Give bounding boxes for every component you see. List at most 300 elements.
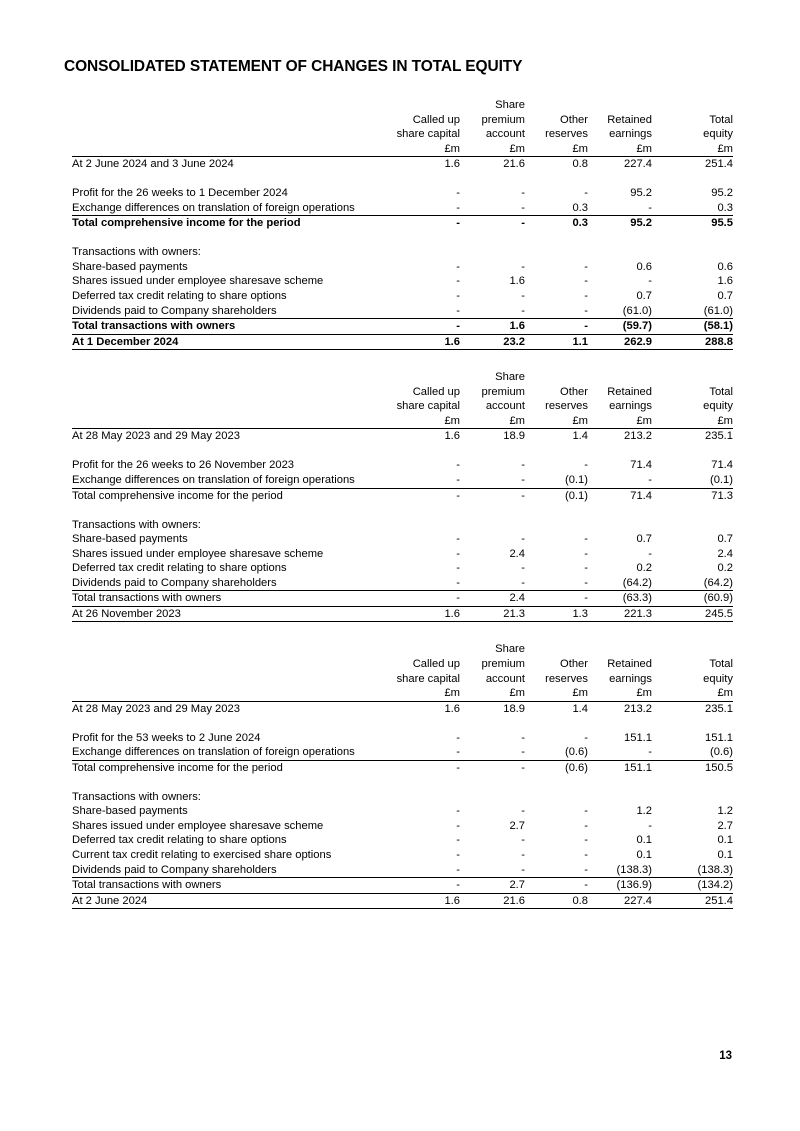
- column-header-retained-earnings: earnings: [609, 672, 652, 685]
- cell-other-reserves: -: [584, 576, 588, 589]
- table-row: [72, 429, 733, 444]
- cell-called-up-share-capital: -: [456, 731, 460, 744]
- column-header-share-premium-account: premium: [481, 113, 525, 126]
- cell-called-up-share-capital: -: [456, 746, 460, 759]
- cell-share-premium-account: -: [521, 848, 525, 861]
- header-label-cell: [72, 113, 373, 128]
- table-row: [72, 260, 733, 275]
- row-label: At 28 May 2023 and 29 May 2023: [72, 701, 373, 716]
- row-label: At 2 June 2024: [72, 893, 373, 909]
- row-label: At 28 May 2023 and 29 May 2023: [72, 429, 373, 444]
- cell-called-up-share-capital: -: [456, 819, 460, 832]
- table-row: [72, 488, 733, 503]
- cell-total-equity: 95.5: [652, 216, 733, 231]
- row-label: Total transactions with owners: [72, 878, 373, 894]
- row-label: Total transactions with owners: [72, 591, 373, 607]
- cell-retained-earnings: 0.1: [636, 834, 652, 847]
- cell-called-up-share-capital: 1.6: [373, 334, 460, 350]
- header-label-cell: [72, 127, 373, 142]
- row-label: Deferred tax credit relating to share options: [72, 290, 287, 303]
- cell-share-premium-account: -: [521, 473, 525, 486]
- cell-other-reserves: -: [584, 304, 588, 317]
- column-header-total-equity: [652, 642, 733, 657]
- cell-total-equity: 0.6: [717, 260, 733, 273]
- cell-other-reserves: 1.4: [525, 429, 588, 444]
- cell-share-premium-account: 1.6: [509, 275, 525, 288]
- table-header: [72, 98, 733, 157]
- table-row: [72, 731, 733, 746]
- cell-other-reserves: 0.3: [525, 216, 588, 231]
- cell-other-reserves: -: [584, 848, 588, 861]
- cell-total-equity: 0.7: [717, 290, 733, 303]
- column-header-total-equity: [652, 98, 733, 113]
- column-header-retained-earnings: earnings: [609, 400, 652, 413]
- cell-total-equity: (58.1): [652, 319, 733, 335]
- row-label: Transactions with owners:: [72, 518, 201, 531]
- spacer-row: [72, 503, 733, 518]
- header-row: [72, 399, 733, 414]
- row-label: Total comprehensive income for the period: [72, 488, 373, 503]
- spacer-row: [72, 716, 733, 731]
- cell-called-up-share-capital: -: [373, 760, 460, 775]
- cell-called-up-share-capital: -: [456, 304, 460, 317]
- cell-retained-earnings: -: [648, 473, 652, 486]
- header-label-cell: [72, 657, 373, 672]
- cell-total-equity: 235.1: [652, 701, 733, 716]
- cell-total-equity: 251.4: [652, 157, 733, 172]
- cell-share-premium-account: 2.7: [460, 878, 525, 894]
- row-label: Share-based payments: [72, 805, 188, 818]
- column-header-retained-earnings: [588, 98, 652, 113]
- column-header-share-premium-account: account: [485, 400, 525, 413]
- table-body: [72, 429, 733, 622]
- cell-total-equity: 0.3: [717, 201, 733, 214]
- column-header-other-reserves: £m: [572, 142, 588, 155]
- header-row: [72, 98, 733, 113]
- cell-share-premium-account: -: [521, 834, 525, 847]
- cell-other-reserves: -: [584, 819, 588, 832]
- cell-total-equity: 235.1: [652, 429, 733, 444]
- table-row: [72, 819, 733, 834]
- column-header-other-reserves: [525, 642, 588, 657]
- equity-table: [72, 98, 733, 350]
- cell-retained-earnings: [588, 518, 652, 533]
- spacer-row: [72, 775, 733, 790]
- cell-retained-earnings: 227.4: [588, 893, 652, 909]
- cell-total-equity: 0.2: [717, 562, 733, 575]
- column-header-share-premium-account: account: [485, 672, 525, 685]
- page-title: CONSOLIDATED STATEMENT OF CHANGES IN TOTAL EQUITY: [64, 58, 523, 75]
- spacer-row: [72, 231, 733, 246]
- cell-retained-earnings: 0.1: [636, 848, 652, 861]
- cell-total-equity: 1.2: [717, 805, 733, 818]
- table-row: [72, 289, 733, 304]
- column-header-other-reserves: Other: [560, 113, 588, 126]
- cell-called-up-share-capital: -: [456, 201, 460, 214]
- cell-total-equity: 151.1: [705, 731, 733, 744]
- spacer-row: [72, 172, 733, 187]
- spacer-row: [72, 444, 733, 459]
- table-header: [72, 370, 733, 429]
- cell-other-reserves: (0.6): [564, 746, 588, 759]
- header-row: [72, 370, 733, 385]
- cell-other-reserves: [525, 790, 588, 805]
- cell-total-equity: (134.2): [652, 878, 733, 894]
- cell-called-up-share-capital: 1.6: [373, 157, 460, 172]
- cell-retained-earnings: 213.2: [588, 429, 652, 444]
- table-row: [72, 561, 733, 576]
- cell-called-up-share-capital: -: [373, 591, 460, 607]
- cell-called-up-share-capital: -: [373, 878, 460, 894]
- cell-retained-earnings: [588, 245, 652, 260]
- cell-share-premium-account: -: [521, 805, 525, 818]
- cell-other-reserves: -: [584, 547, 588, 560]
- cell-share-premium-account: -: [460, 216, 525, 231]
- column-header-retained-earnings: £m: [636, 687, 652, 700]
- cell-share-premium-account: [460, 245, 525, 260]
- cell-called-up-share-capital: -: [456, 547, 460, 560]
- cell-other-reserves: 1.1: [525, 334, 588, 350]
- header-row: [72, 142, 733, 157]
- table-row: [72, 790, 733, 805]
- cell-retained-earnings: 71.4: [588, 488, 652, 503]
- cell-other-reserves: 1.4: [525, 701, 588, 716]
- header-label-cell: [72, 98, 373, 113]
- row-label: Shares issued under employee sharesave scheme: [72, 547, 324, 560]
- cell-other-reserves: -: [584, 562, 588, 575]
- cell-called-up-share-capital: -: [456, 576, 460, 589]
- cell-retained-earnings: 0.7: [636, 533, 652, 546]
- cell-total-equity: 0.7: [717, 533, 733, 546]
- cell-total-equity: [652, 790, 733, 805]
- cell-share-premium-account: -: [521, 187, 525, 200]
- cell-other-reserves: -: [584, 459, 588, 472]
- cell-called-up-share-capital: 1.6: [373, 701, 460, 716]
- cell-called-up-share-capital: -: [456, 533, 460, 546]
- cell-retained-earnings: 213.2: [588, 701, 652, 716]
- table-row: [72, 576, 733, 591]
- cell-other-reserves: 1.3: [525, 606, 588, 622]
- cell-retained-earnings: (61.0): [622, 304, 652, 317]
- cell-retained-earnings: -: [648, 201, 652, 214]
- column-header-retained-earnings: £m: [636, 414, 652, 427]
- cell-other-reserves: (0.1): [564, 473, 588, 486]
- row-label: Shares issued under employee sharesave scheme: [72, 275, 324, 288]
- cell-other-reserves: -: [584, 290, 588, 303]
- column-header-retained-earnings: earnings: [609, 128, 652, 141]
- table-row: [72, 701, 733, 716]
- column-header-retained-earnings: [588, 642, 652, 657]
- row-label: At 1 December 2024: [72, 334, 373, 350]
- column-header-share-premium-account: £m: [509, 687, 525, 700]
- column-header-called-up-share-capital: [373, 642, 460, 657]
- table-row: [72, 157, 733, 172]
- header-label-cell: [72, 370, 373, 385]
- cell-other-reserves: 0.8: [525, 157, 588, 172]
- cell-other-reserves: [525, 518, 588, 533]
- cell-share-premium-account: -: [521, 746, 525, 759]
- cell-total-equity: (60.9): [652, 591, 733, 607]
- row-label: Dividends paid to Company shareholders: [72, 863, 277, 876]
- cell-share-premium-account: -: [460, 488, 525, 503]
- row-label: Share-based payments: [72, 533, 188, 546]
- equity-table: [72, 642, 733, 909]
- column-header-share-premium-account: premium: [481, 657, 525, 670]
- row-label: Deferred tax credit relating to share options: [72, 834, 287, 847]
- cell-total-equity: 71.4: [711, 459, 733, 472]
- column-header-share-premium-account: account: [485, 128, 525, 141]
- column-header-total-equity: equity: [703, 672, 733, 685]
- cell-called-up-share-capital: -: [456, 459, 460, 472]
- column-header-other-reserves: reserves: [545, 400, 588, 413]
- cell-other-reserves: -: [584, 863, 588, 876]
- table-row: [72, 804, 733, 819]
- cell-retained-earnings: (138.3): [616, 863, 652, 876]
- row-label: Transactions with owners:: [72, 790, 201, 803]
- column-header-share-premium-account: Share: [495, 643, 525, 656]
- cell-other-reserves: -: [525, 591, 588, 607]
- column-header-called-up-share-capital: share capital: [396, 400, 460, 413]
- cell-total-equity: [652, 518, 733, 533]
- cell-total-equity: 2.4: [717, 547, 733, 560]
- column-header-retained-earnings: £m: [636, 142, 652, 155]
- column-header-share-premium-account: Share: [495, 371, 525, 384]
- cell-retained-earnings: 151.1: [624, 731, 652, 744]
- cell-called-up-share-capital: [373, 790, 460, 805]
- header-label-cell: [72, 385, 373, 400]
- column-header-other-reserves: Other: [560, 385, 588, 398]
- column-header-other-reserves: reserves: [545, 672, 588, 685]
- cell-other-reserves: -: [584, 187, 588, 200]
- row-label: Deferred tax credit relating to share options: [72, 562, 287, 575]
- cell-called-up-share-capital: 1.6: [373, 429, 460, 444]
- cell-retained-earnings: 1.2: [636, 805, 652, 818]
- column-header-total-equity: equity: [703, 128, 733, 141]
- row-label: Profit for the 53 weeks to 2 June 2024: [72, 731, 261, 744]
- cell-retained-earnings: (59.7): [588, 319, 652, 335]
- cell-total-equity: 2.7: [717, 819, 733, 832]
- column-header-called-up-share-capital: £m: [444, 414, 460, 427]
- cell-called-up-share-capital: -: [373, 216, 460, 231]
- cell-retained-earnings: 0.6: [636, 260, 652, 273]
- cell-total-equity: 95.2: [711, 187, 733, 200]
- cell-share-premium-account: -: [521, 260, 525, 273]
- column-header-other-reserves: £m: [572, 414, 588, 427]
- header-row: [72, 657, 733, 672]
- cell-called-up-share-capital: -: [456, 187, 460, 200]
- column-header-called-up-share-capital: Called up: [412, 113, 460, 126]
- column-header-called-up-share-capital: Called up: [412, 385, 460, 398]
- cell-retained-earnings: (64.2): [622, 576, 652, 589]
- cell-called-up-share-capital: -: [456, 290, 460, 303]
- cell-other-reserves: -: [584, 805, 588, 818]
- cell-share-premium-account: 2.4: [460, 591, 525, 607]
- cell-share-premium-account: -: [460, 760, 525, 775]
- cell-retained-earnings: -: [648, 275, 652, 288]
- column-header-called-up-share-capital: Called up: [412, 657, 460, 670]
- cell-share-premium-account: [460, 518, 525, 533]
- column-header-other-reserves: [525, 370, 588, 385]
- cell-other-reserves: -: [525, 878, 588, 894]
- column-header-total-equity: £m: [717, 142, 733, 155]
- cell-share-premium-account: 18.9: [460, 429, 525, 444]
- table-row: [72, 216, 733, 231]
- header-label-cell: [72, 414, 373, 429]
- table-row: [72, 547, 733, 562]
- cell-total-equity: 150.5: [652, 760, 733, 775]
- header-label-cell: [72, 672, 373, 687]
- cell-total-equity: (0.6): [709, 746, 733, 759]
- row-label: Exchange differences on translation of foreign operations: [72, 746, 355, 759]
- table-row: [72, 863, 733, 878]
- cell-retained-earnings: 95.2: [588, 216, 652, 231]
- table-row: [72, 848, 733, 863]
- column-header-total-equity: £m: [717, 687, 733, 700]
- column-header-total-equity: £m: [717, 414, 733, 427]
- header-label-cell: [72, 142, 373, 157]
- cell-other-reserves: -: [584, 260, 588, 273]
- column-header-called-up-share-capital: share capital: [396, 128, 460, 141]
- cell-total-equity: 251.4: [652, 893, 733, 909]
- row-label: Current tax credit relating to exercised share options: [72, 848, 332, 861]
- cell-called-up-share-capital: [373, 518, 460, 533]
- header-row: [72, 113, 733, 128]
- cell-retained-earnings: 151.1: [588, 760, 652, 775]
- cell-retained-earnings: -: [648, 547, 652, 560]
- cell-total-equity: 288.8: [652, 334, 733, 350]
- cell-other-reserves: [525, 245, 588, 260]
- column-header-total-equity: [652, 370, 733, 385]
- table-body: [72, 157, 733, 350]
- cell-share-premium-account: -: [521, 731, 525, 744]
- cell-called-up-share-capital: -: [456, 260, 460, 273]
- column-header-retained-earnings: [588, 370, 652, 385]
- cell-total-equity: (0.1): [709, 473, 733, 486]
- cell-total-equity: 0.1: [717, 834, 733, 847]
- cell-retained-earnings: [588, 790, 652, 805]
- header-row: [72, 127, 733, 142]
- cell-called-up-share-capital: -: [456, 848, 460, 861]
- page-number: 13: [719, 1050, 732, 1062]
- equity-table: [72, 370, 733, 622]
- equity-tables-container: [72, 98, 733, 909]
- table-row: [72, 319, 733, 335]
- cell-retained-earnings: 95.2: [630, 187, 652, 200]
- cell-retained-earnings: -: [648, 746, 652, 759]
- row-label: Profit for the 26 weeks to 1 December 2024: [72, 187, 288, 200]
- cell-called-up-share-capital: -: [456, 473, 460, 486]
- cell-total-equity: 0.1: [717, 848, 733, 861]
- row-label: Total comprehensive income for the period: [72, 216, 373, 231]
- cell-share-premium-account: -: [521, 304, 525, 317]
- row-label: Share-based payments: [72, 260, 188, 273]
- cell-share-premium-account: -: [521, 533, 525, 546]
- header-label-cell: [72, 686, 373, 701]
- table-row: [72, 532, 733, 547]
- table-row: [72, 304, 733, 319]
- table-row: [72, 606, 733, 622]
- row-label: Profit for the 26 weeks to 26 November 2023: [72, 459, 295, 472]
- cell-share-premium-account: -: [521, 201, 525, 214]
- cell-share-premium-account: -: [521, 576, 525, 589]
- row-label: At 2 June 2024 and 3 June 2024: [72, 157, 373, 172]
- column-header-total-equity: Total: [709, 113, 733, 126]
- cell-called-up-share-capital: -: [456, 275, 460, 288]
- header-label-cell: [72, 399, 373, 414]
- cell-retained-earnings: -: [648, 819, 652, 832]
- column-header-called-up-share-capital: share capital: [396, 672, 460, 685]
- table-row: [72, 274, 733, 289]
- cell-other-reserves: (0.1): [525, 488, 588, 503]
- column-header-share-premium-account: Share: [495, 99, 525, 111]
- row-label: Dividends paid to Company shareholders: [72, 576, 277, 589]
- cell-called-up-share-capital: -: [456, 562, 460, 575]
- cell-called-up-share-capital: -: [456, 805, 460, 818]
- table-row: [72, 760, 733, 775]
- column-header-share-premium-account: £m: [509, 142, 525, 155]
- column-header-other-reserves: reserves: [545, 128, 588, 141]
- cell-share-premium-account: 21.3: [460, 606, 525, 622]
- header-row: [72, 385, 733, 400]
- row-label: Exchange differences on translation of foreign operations: [72, 473, 355, 486]
- table-row: [72, 245, 733, 260]
- cell-share-premium-account: 21.6: [460, 893, 525, 909]
- cell-share-premium-account: -: [521, 459, 525, 472]
- cell-total-equity: 71.3: [652, 488, 733, 503]
- column-header-share-premium-account: £m: [509, 414, 525, 427]
- header-row: [72, 414, 733, 429]
- cell-other-reserves: -: [525, 319, 588, 335]
- cell-total-equity: (64.2): [703, 576, 733, 589]
- cell-total-equity: (138.3): [697, 863, 733, 876]
- cell-retained-earnings: (63.3): [588, 591, 652, 607]
- column-header-share-premium-account: premium: [481, 385, 525, 398]
- cell-share-premium-account: 18.9: [460, 701, 525, 716]
- cell-share-premium-account: 23.2: [460, 334, 525, 350]
- row-label: Transactions with owners:: [72, 246, 201, 259]
- column-header-retained-earnings: Retained: [607, 385, 652, 398]
- cell-share-premium-account: 2.4: [509, 547, 525, 560]
- cell-called-up-share-capital: -: [373, 488, 460, 503]
- cell-retained-earnings: 221.3: [588, 606, 652, 622]
- row-label: At 26 November 2023: [72, 606, 373, 622]
- cell-called-up-share-capital: 1.6: [373, 606, 460, 622]
- cell-other-reserves: 0.8: [525, 893, 588, 909]
- column-header-total-equity: Total: [709, 385, 733, 398]
- header-row: [72, 642, 733, 657]
- row-label: Exchange differences on translation of foreign operations: [72, 201, 355, 214]
- cell-other-reserves: 0.3: [572, 201, 588, 214]
- cell-total-equity: [652, 245, 733, 260]
- cell-other-reserves: -: [584, 834, 588, 847]
- column-header-called-up-share-capital: £m: [444, 687, 460, 700]
- column-header-other-reserves: Other: [560, 657, 588, 670]
- cell-retained-earnings: 0.7: [636, 290, 652, 303]
- header-row: [72, 686, 733, 701]
- table-row: [72, 893, 733, 909]
- cell-called-up-share-capital: -: [456, 863, 460, 876]
- cell-called-up-share-capital: -: [456, 834, 460, 847]
- column-header-other-reserves: [525, 98, 588, 113]
- cell-retained-earnings: 227.4: [588, 157, 652, 172]
- cell-total-equity: 245.5: [652, 606, 733, 622]
- column-header-total-equity: Total: [709, 657, 733, 670]
- cell-retained-earnings: 0.2: [636, 562, 652, 575]
- cell-retained-earnings: 71.4: [630, 459, 652, 472]
- header-label-cell: [72, 642, 373, 657]
- column-header-called-up-share-capital: £m: [444, 142, 460, 155]
- column-header-other-reserves: £m: [572, 687, 588, 700]
